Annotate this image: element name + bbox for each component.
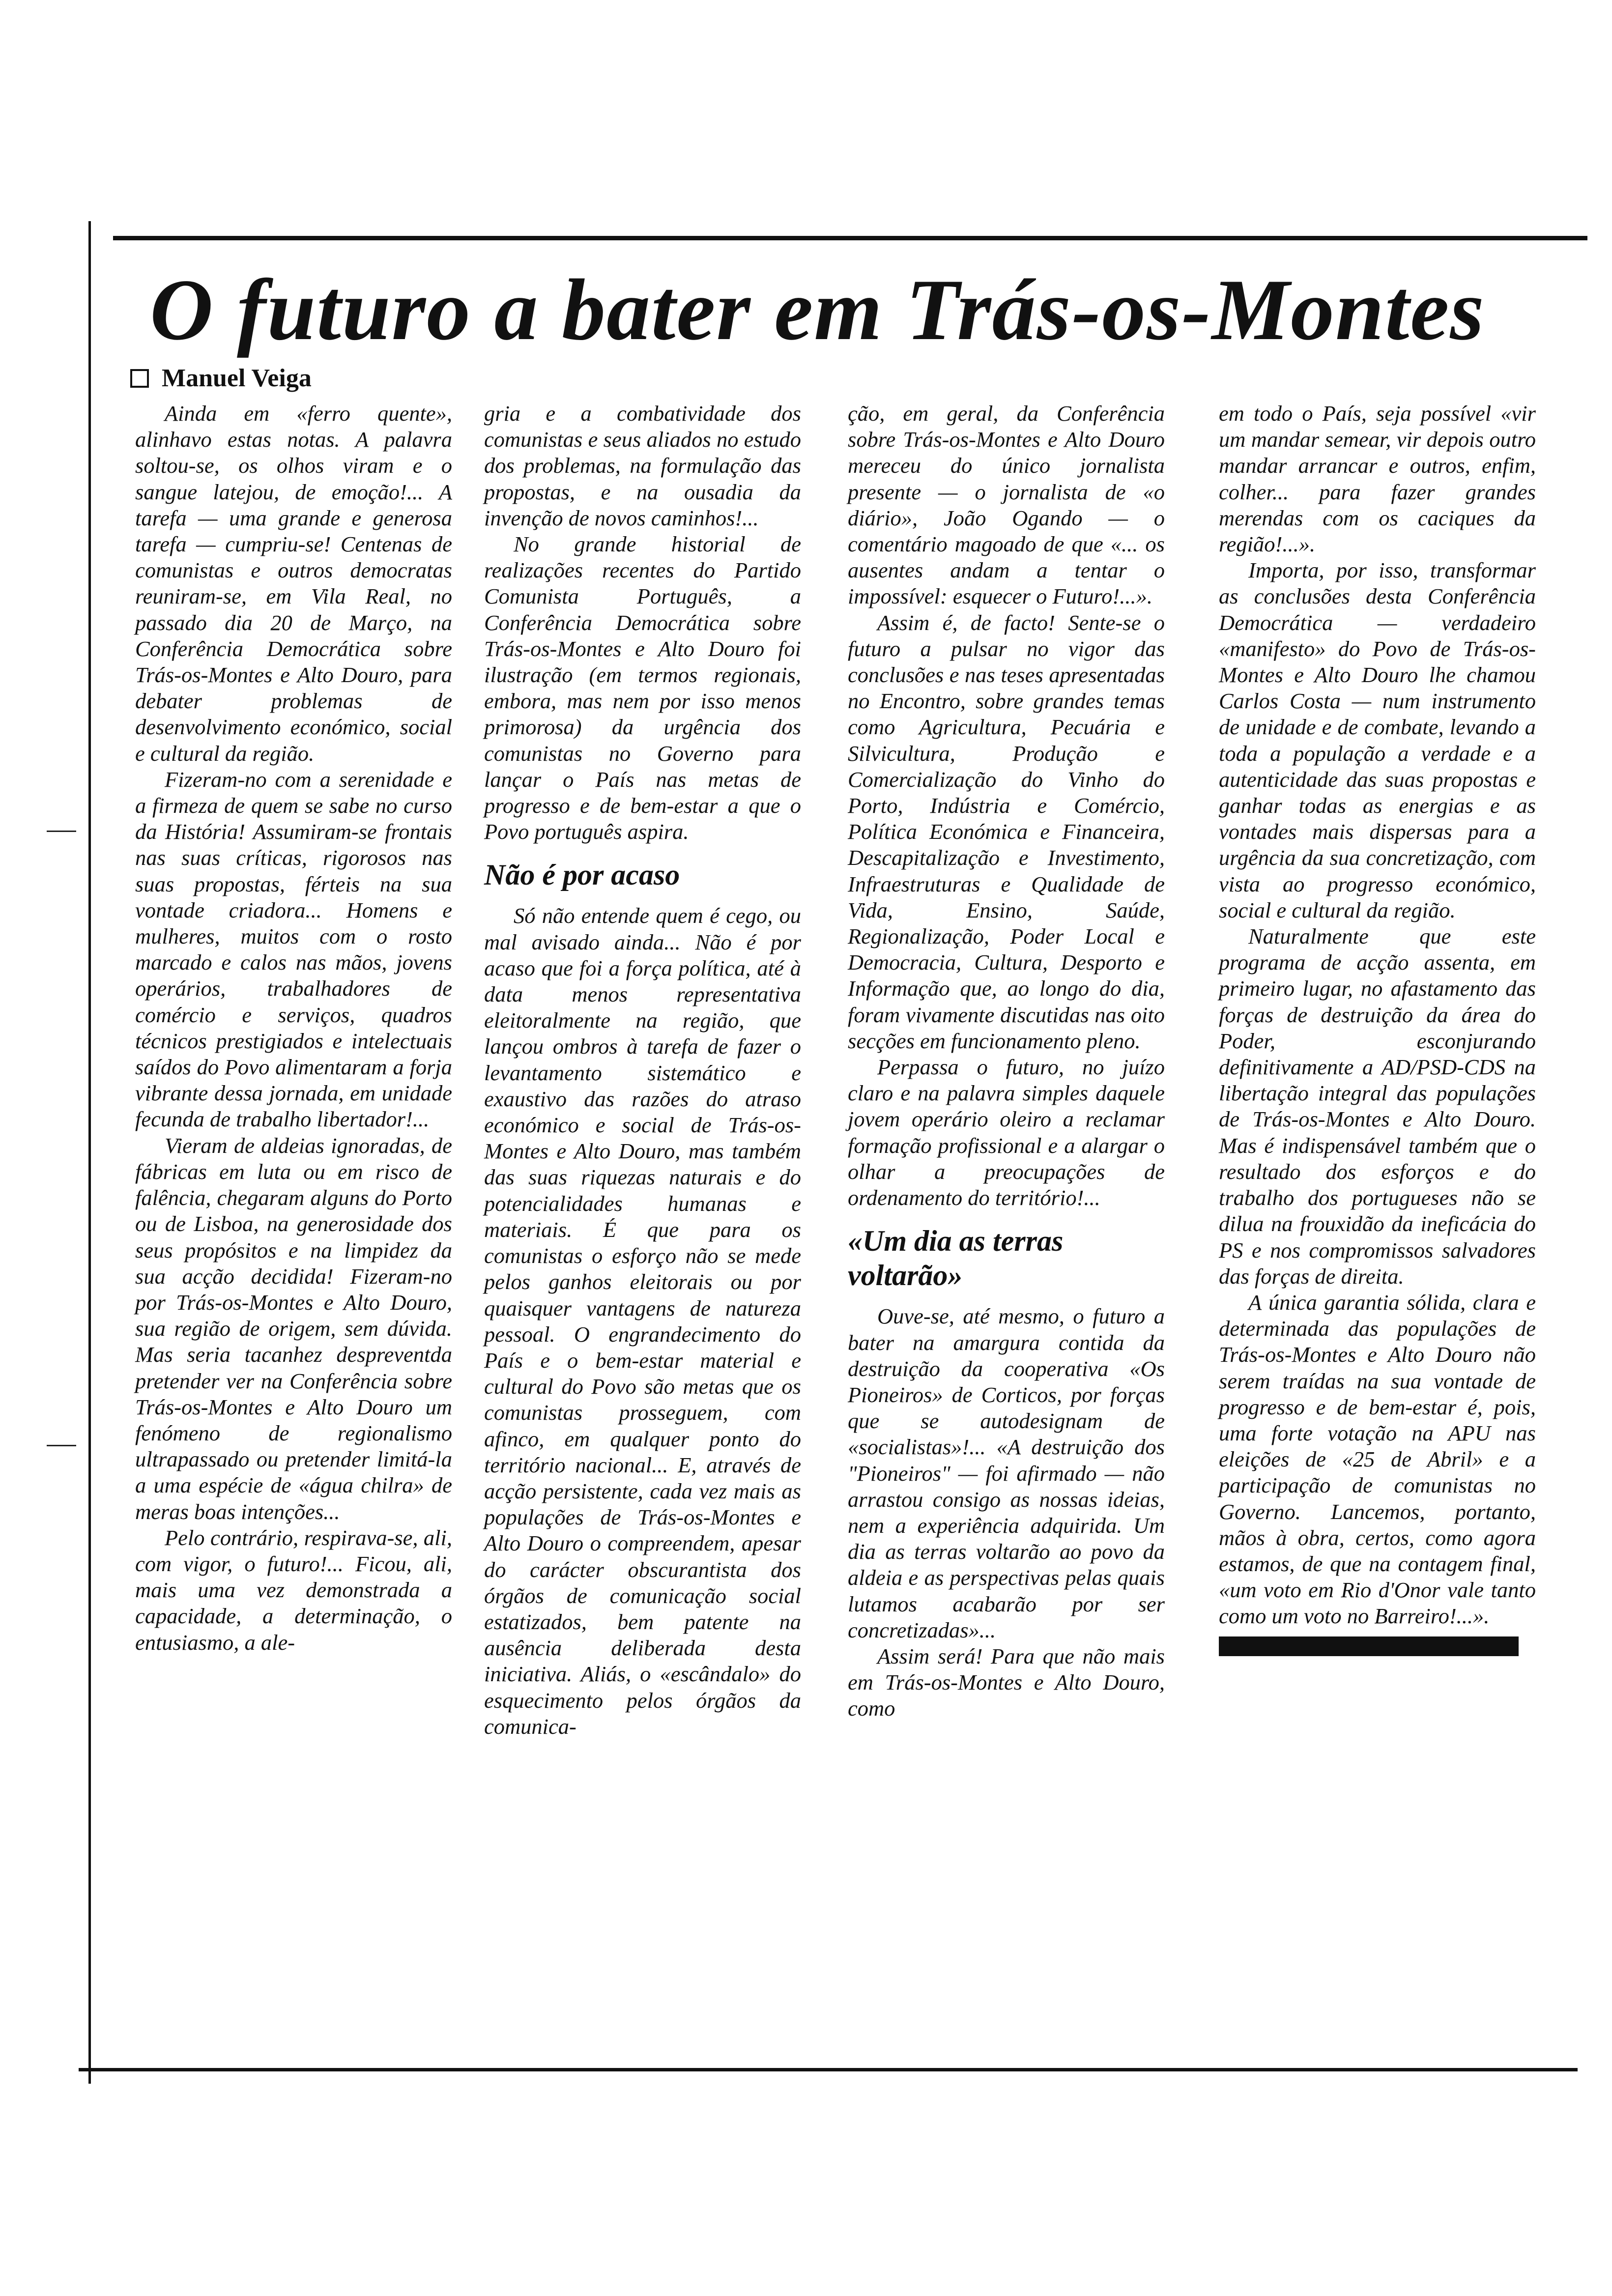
bottom-rule [79, 2068, 1578, 2071]
article-paragraph: Importa, por isso, transformar as conclusões desta Conferência Democrática — verdadeiro «manifesto» do Povo de Trás-os-Montes e Alto Douro lhe chamou Carlos Costa — num instrumento de unidade e de combate, levando a toda a população a verdade e a autenticidade das suas propostas e ganhar todas as energias e as vontades mais dispersas para a urgência da sua concretização, com vista ao progresso económico, social e cultural da região. [1219, 558, 1536, 922]
article-paragraph: No grande historial de realizações recentes do Partido Comunista Português, a Conferência Democrática sobre Trás-os-Montes e Alto Douro foi ilustração (em termos regionais, embora, mas nem por isso menos primorosa) da urgência dos comunistas no Governo para lançar o País nas metas de progresso e de bem-estar a que o Povo português aspira. [484, 532, 801, 844]
article-paragraph: A única garantia sólida, clara e determinada das populações de Trás-os-Montes e Alto Douro não serem traídas na sua vontade de progresso e de bem-estar é, pois, uma forte votação na APU nas eleições de «25 de Abril» e a participação de comunistas no Governo. Lancemos, portanto, mãos à obra, certos, como agora estamos, de que na contagem final, «um voto em Rio d'Onor vale tanto como um voto no Barreiro!...». [1219, 1290, 1536, 1629]
article-paragraph: Ouve-se, até mesmo, o futuro a bater na amargura contida da destruição da cooperativa «Os Pioneiros» de Corticos, por forças que se autodesignam de «socialistas»!... «A destruição dos "Pioneiros" — foi afirmado — não arrastou consigo as nossas ideias, nem a experiência adquirida. Um dia as terras voltarão ao povo da aldeia e as perspectivas pelas quais lutamos acabarão por ser concretizadas»... [848, 1304, 1165, 1642]
section-subheading: Não é por acaso [484, 859, 680, 891]
article-column-3 [848, 401, 1165, 1722]
section-subheading: «Um dia as terras voltarão» [848, 1225, 1064, 1292]
article-column-1 [135, 401, 452, 1656]
left-border-rule [88, 221, 91, 2084]
article-paragraph: Perpassa o futuro, no juízo claro e na palavra simples daquele jovem operário oleiro a reclamar formação profissional e a alargar o olhar a preocupações de ordenamento do território!... [848, 1055, 1165, 1210]
top-rule [113, 236, 1587, 240]
headline: O futuro a bater em Trás-os-Montes [150, 261, 1485, 358]
article-column-2 [484, 401, 801, 1740]
margin-tick-mark [47, 1445, 76, 1446]
article-paragraph: Ainda em «ferro quente», alinhavo estas notas. A palavra soltou-se, os olhos viram e o sangue latejou, de emoção!... A tarefa — uma grande e generosa tarefa — cumpriu-se! Centenas de comunistas e outros democratas reuniram-se, em Vila Real, no passado dia 20 de Março, na Conferência Democrática sobre Trás-os-Montes e Alto Douro, para debater problemas de desenvolvimento económico, social e cultural da região. [135, 401, 452, 766]
byline-box-icon [130, 369, 149, 388]
article-paragraph: Pelo contrário, respirava-se, ali, com vigor, o futuro!... Ficou, ali, mais uma vez demonstrada a capacidade, a determinação, o entusiasmo, a ale- [135, 1525, 452, 1655]
article-paragraph: Vieram de aldeias ignoradas, de fábricas em luta ou em risco de falência, chegaram alguns do Porto ou de Lisboa, na generosidade dos seus propósitos e na limpidez da sua acção decidida! Fizeram-no por Trás-os-Montes e Alto Douro, sua região de origem, sem dúvida. Mas seria tacanhez despreventda pretender ver na Conferência sobre Trás-os-Montes e Alto Douro um fenómeno de regionalismo ultrapassado ou pretender limitá-la a uma espécie de «água chilra» de meras boas intenções... [135, 1133, 452, 1524]
byline [130, 364, 312, 393]
article-paragraph: Naturalmente que este programa de acção assenta, em primeiro lugar, no afastamento das forças de destruição da área do Poder, esconjurando definitivamente a AD/PSD-CDS na libertação integral das populações de Trás-os-Montes e Alto Douro. Mas é indispensável também que o resultado dos esforços e do trabalho dos portugueses não se dilua na frouxidão da ineficácia do PS e nos compromissos salvadores das forças de direita. [1219, 924, 1536, 1289]
article-end-bar [1219, 1636, 1519, 1656]
article-paragraph: gria e a combatividade dos comunistas e seus aliados no estudo dos problemas, na formulação das propostas, e na ousadia da invenção de novos caminhos!... [484, 401, 801, 530]
article-paragraph: ção, em geral, da Conferência sobre Trás-os-Montes e Alto Douro mereceu do único jornalista presente — o jornalista de «o diário», João Ogando — o comentário magoado de que «... os ausentes andam a tentar o impossível: esquecer o Futuro!...». [848, 401, 1165, 609]
article-paragraph: Fizeram-no com a serenidade e a firmeza de quem se sabe no curso da História! Assumiram-se frontais nas suas críticas, rigorosos nas suas propostas, férteis na sua vontade criadora... Homens e mulheres, muitos com o rosto marcado e calos nas mãos, jovens operários, trabalhadores de comércio e serviços, quadros técnicos prestigiados e intelectuais saídos do Povo alimentaram a forja vibrante dessa jornada, em unidade fecunda de trabalho libertador!... [135, 767, 452, 1132]
byline-author: Manuel Veiga [162, 364, 312, 392]
article-paragraph: em todo o País, seja possível «vir um mandar semear, vir depois outro mandar arrancar e outros, enfim, colher... para fazer grandes merendas com os caciques da região!...». [1219, 401, 1536, 557]
article-column-4 [1219, 401, 1536, 1656]
article-paragraph: Só não entende quem é cego, ou mal avisado ainda... Não é por acaso que foi a força política, até à data menos representativa eleitoralmente na região, que lançou ombros à tarefa de fazer o levantamento sistemático e exaustivo das razões do atraso económico e social de Trás-os-Montes e Alto Douro, mas também das suas riquezas naturais e do potencialidades humanas e materiais. É que para os comunistas o esforço não se mede pelos ganhos eleitorais ou por quaisquer vantagens de natureza pessoal. O engrandecimento do País e o bem-estar material e cultural do Povo são metas que os comunistas prosseguem, com afinco, em qualquer ponto do território nacional... E, através de acção persistente, cada vez mais as populações de Trás-os-Montes e Alto Douro o compreendem, apesar do carácter obscurantista dos órgãos de comunicação social estatizados, bem patente na ausência deliberada desta iniciativa. Aliás, o «escândalo» do esquecimento pelos órgãos da comunica- [484, 903, 801, 1739]
article-paragraph: Assim será! Para que não mais em Trás-os-Montes e Alto Douro, como [848, 1643, 1165, 1721]
article-paragraph: Assim é, de facto! Sente-se o futuro a pulsar no vigor das conclusões e nas teses apresentadas no Encontro, sobre grandes temas como Agricultura, Pecuária e Silvicultura, Produção e Comercialização do Vinho do Porto, Indústria e Comércio, Política Económica e Financeira, Descapitalização e Investimento, Infraestruturas e Qualidade de Vida, Ensino, Saúde, Regionalização, Poder Local e Democracia, Cultura, Desporto e Informação que, ao longo do dia, foram vivamente discutidas nas oito secções em funcionamento pleno. [848, 610, 1165, 1053]
margin-tick-mark [47, 831, 76, 832]
